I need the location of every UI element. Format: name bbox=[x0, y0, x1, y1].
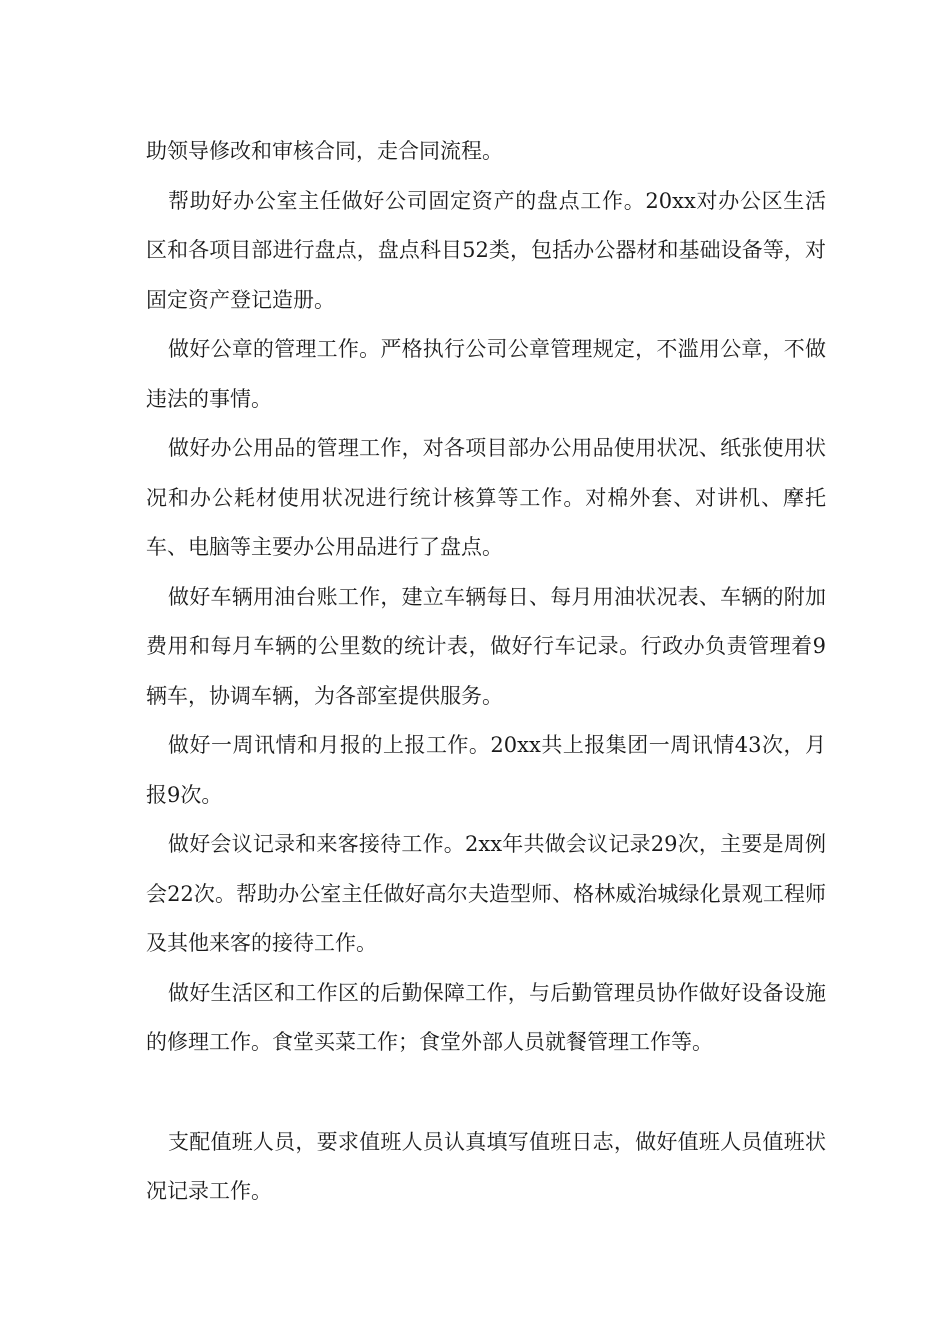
paragraph-gap bbox=[146, 1068, 826, 1118]
paragraph-logistics: 做好生活区和工作区的后勤保障工作，与后勤管理员协作做好设备设施的修理工作。食堂买菜工作；食堂外部人员就餐管理工作等。 bbox=[146, 980, 826, 1054]
paragraph-contract-review: 助领导修改和审核合同，走合同流程。 bbox=[146, 139, 503, 163]
paragraph-office-supplies: 做好办公用品的管理工作，对各项目部办公用品使用状况、纸张使用状况和办公耗材使用状况进行统计核算等工作。对棉外套、对讲机、摩托车、电脑等主要办公用品进行了盘点。 bbox=[146, 436, 826, 559]
paragraph-meeting-reception: 做好会议记录和来客接待工作。2xx年共做会议记录29次，主要是周例会22次。帮助办公室主任做好高尔夫造型师、格林威治城绿化景观工程师及其他来客的接待工作。 bbox=[146, 832, 826, 955]
paragraph-vehicle-fuel: 做好车辆用油台账工作，建立车辆每日、每月用油状况表、车辆的附加费用和每月车辆的公里数的统计表，做好行车记录。行政办负责管理着9辆车，协调车辆，为各部室提供服务。 bbox=[146, 584, 826, 708]
document-body bbox=[146, 127, 826, 1217]
paragraph-duty-staff: 支配值班人员，要求值班人员认真填写值班日志，做好值班人员值班状况记录工作。 bbox=[146, 1129, 826, 1203]
paragraph-weekly-report: 做好一周讯情和月报的上报工作。20xx共上报集团一周讯情43次，月报9次。 bbox=[146, 733, 826, 807]
paragraph-fixed-assets: 帮助好办公室主任做好公司固定资产的盘点工作。20xx对办公区生活区和各项目部进行盘点，盘点科目52类，包括办公器材和基础设备等，对固定资产登记造册。 bbox=[146, 188, 826, 312]
paragraph-seal-management: 做好公章的管理工作。严格执行公司公章管理规定，不滥用公章，不做违法的事情。 bbox=[146, 337, 826, 411]
